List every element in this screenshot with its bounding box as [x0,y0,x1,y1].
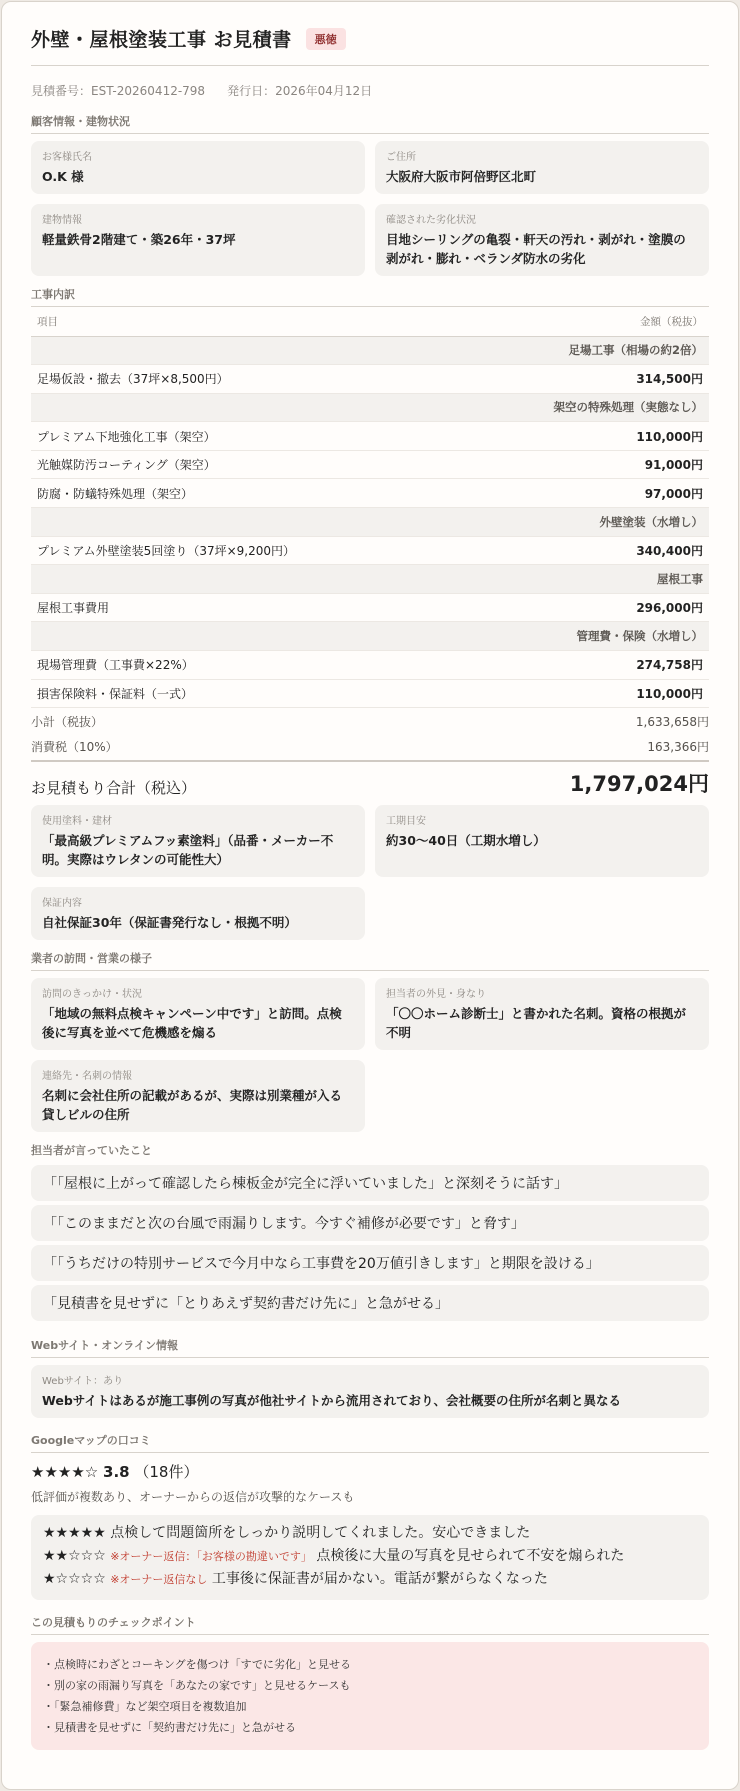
quote-item: 「見積書を見せずに「とりあえず契約書だけ先に」と急がせる」 [31,1285,709,1321]
status-badge: 悪徳 [306,28,346,50]
owner-reply: ※オーナー返信：「お客様の勘違いです」 [110,1550,312,1564]
review-item [43,1546,697,1567]
category-row [31,565,709,594]
table-row [31,479,709,508]
tax-value: 163,366円 [647,739,709,754]
rating-count: （18件） [134,1463,199,1482]
item-amount: 314,500円 [556,365,709,394]
review-text: 点検後に大量の写真を見せられて不安を煽られた [316,1548,625,1565]
category-label: 足場工事（相場の約2倍） [31,336,709,365]
material-box [31,805,365,877]
material-info: 「最高級プレミアムフッ素塗料」（品番・メーカー不明。実際はウレタンの可能性大） [42,833,334,868]
checkpoint-item: ・別の家の雨漏り写真を「あなたの家です」と見せるケースも [43,1679,351,1693]
period-info: 約30〜40日（工期水増し） [386,833,546,849]
checkpoint-item: ・見積書を見せずに「契約書だけ先に」と急がせる [43,1721,296,1735]
web-info: Webサイトはあるが施工事例の写真が他社サイトから流用されており、会社概要の住所が名刺と異なる [42,1393,622,1409]
section-quotes: 担当者が言っていたこと [31,1144,152,1158]
customer-address: 大阪府大阪市阿倍野区北町 [386,169,537,184]
rating-summary [31,1461,709,1482]
col-item: 項目 [31,307,556,336]
web-label: Webサイト：あり [42,1376,124,1388]
item-label: 現場管理費（工事費×22%） [31,651,556,680]
checkpoints-box [31,1642,709,1750]
section-checkpoints: この見積もりのチェックポイント [31,1614,709,1635]
issue-date: 発行日：2026年04月12日 [227,84,373,98]
review-item [43,1569,697,1590]
works-table-header [31,307,709,336]
item-label: 屋根工事費用 [31,593,556,622]
contact-info: 名刺に会社住所の記載があるが、実際は別業種が入る貸しビルの住所 [42,1088,343,1123]
web-box [31,1365,709,1418]
total-label: お見積もり合計（税込） [31,779,197,798]
item-label: 防腐・防蟻特殊処理（架空） [31,479,556,508]
building-label: 建物情報 [42,215,82,226]
item-label: 光触媒防汚コーティング（架空） [31,450,556,479]
spec-grid [31,805,709,940]
item-label: 損害保険料・保証料（一式） [31,679,556,708]
item-amount: 110,000円 [556,422,709,451]
tax-label: 消費税（10%） [31,739,118,754]
table-row [31,365,709,394]
item-label: プレミアム下地強化工事（架空） [31,422,556,451]
estimate-header [31,2,709,66]
review-text: 点検して問題箇所をしっかり説明してくれました。安心できました [110,1525,531,1542]
quote-item: 「「うちだけの特別サービスで今月中なら工事費を20万値引きします」と期限を設ける」 [31,1245,709,1281]
category-label: 屋根工事 [31,565,709,594]
item-amount: 91,000円 [556,450,709,479]
warranty-info: 自社保証30年（保証書発行なし・根拠不明） [42,915,297,931]
trigger-info: 「地域の無料点検キャンペーン中です」と訪問。点検後に写真を並べて危機感を煽る [42,1006,342,1041]
customer-grid [31,141,709,276]
review-stars: ★★★★★ [43,1525,106,1542]
staff-label: 担当者の外見・身なり [386,989,486,1001]
customer-name-label: お客様氏名 [42,152,92,163]
item-amount: 110,000円 [556,679,709,708]
rating-stars: ★★★★☆ [31,1463,99,1482]
quote-item: 「「屋根に上がって確認したら棟板金が完全に浮いていました」と深刻そうに話す」 [31,1165,709,1201]
building-info: 軽量鉄骨2階建て・築26年・37坪 [42,232,236,247]
customer-address-box [375,141,709,194]
table-row [31,536,709,565]
warranty-label: 保証内容 [42,898,82,910]
section-maps: Googleマップの口コミ [31,1432,709,1453]
category-row [31,336,709,365]
damage-info: 目地シーリングの亀裂・軒天の汚れ・剥がれ・塗膜の剥がれ・膨れ・ベランダ防水の劣化 [386,232,686,266]
contact-box [31,1060,365,1132]
works-table [31,307,709,708]
review-stars: ★☆☆☆☆ [43,1571,106,1588]
quotes-list [31,1165,709,1321]
item-label: プレミアム外壁塗装5回塗り（37坪×9,200円） [31,536,556,565]
category-label: 架空の特殊処理（実態なし） [31,393,709,422]
period-label: 工期目安 [386,816,426,828]
item-amount: 97,000円 [556,479,709,508]
staff-box [375,978,709,1050]
section-visit: 業者の訪問・営業の様子 [31,950,709,971]
trigger-label: 訪問のきっかけ・状況 [42,989,142,1001]
category-row [31,622,709,651]
damage-label: 確認された劣化状況 [386,215,476,226]
review-item [43,1523,697,1544]
review-text: 工事後に保証書が届かない。電話が繋がらなくなった [211,1571,548,1588]
estimate-meta [31,66,709,113]
page-title: 外壁・屋根塗装工事 お見積書 [31,29,292,51]
estimate-card [1,1,739,1790]
damage-box [375,204,709,276]
item-amount: 340,400円 [556,536,709,565]
table-row [31,679,709,708]
table-row [31,422,709,451]
customer-name-box [31,141,365,194]
checkpoint-item: ・「緊急補修費」など架空項目を複数追加 [43,1700,247,1714]
building-box [31,204,365,276]
staff-info: 「〇〇ホーム診断士」と書かれた名刺。資格の根拠が不明 [386,1006,687,1041]
item-label: 足場仮設・撤去（37坪×8,500円） [31,365,556,394]
rating-note: 低評価が複数あり、オーナーからの返信が攻撃的なケースも [31,1490,355,1505]
table-row [31,651,709,680]
customer-address-label: ご住所 [386,152,416,163]
category-row [31,508,709,537]
contact-label: 連絡先・名刺の情報 [42,1071,132,1083]
subtotal-label: 小計（税抜） [31,714,104,729]
tax-row [31,734,709,762]
table-row [31,593,709,622]
item-amount: 296,000円 [556,593,709,622]
estimate-number: 見積番号：EST-20260412-798 [31,84,206,98]
subtotal-row [31,708,709,734]
category-label: 管理費・保険（水増し） [31,622,709,651]
trigger-box [31,978,365,1050]
owner-reply: ※オーナー返信なし [110,1573,208,1587]
visit-grid [31,978,709,1132]
rating-score: 3.8 [103,1463,130,1482]
section-web: Webサイト・オンライン情報 [31,1337,709,1358]
category-row [31,393,709,422]
material-label: 使用塗料・建材 [42,816,112,828]
quote-item: 「「このままだと次の台風で雨漏りします。今すぐ補修が必要です」と脅す」 [31,1205,709,1241]
review-stars: ★★☆☆☆ [43,1548,106,1565]
period-box [375,805,709,877]
total-value: 1,797,024円 [569,772,709,797]
customer-name: O.K 様 [42,169,84,184]
category-label: 外壁塗装（水増し） [31,508,709,537]
checkpoint-item: ・点検時にわざとコーキングを傷つけ「すでに劣化」と見せる [43,1658,351,1672]
works-table-body [31,336,709,708]
item-amount: 274,758円 [556,651,709,680]
reviews-list [31,1515,709,1600]
total-row [31,762,709,802]
subtotal-value: 1,633,658円 [635,714,709,729]
col-amount: 金額（税抜） [556,307,709,336]
table-row [31,450,709,479]
warranty-box [31,887,365,940]
section-works: 工事内訳 [31,286,709,307]
section-customer: 顧客情報・建物状況 [31,113,709,134]
